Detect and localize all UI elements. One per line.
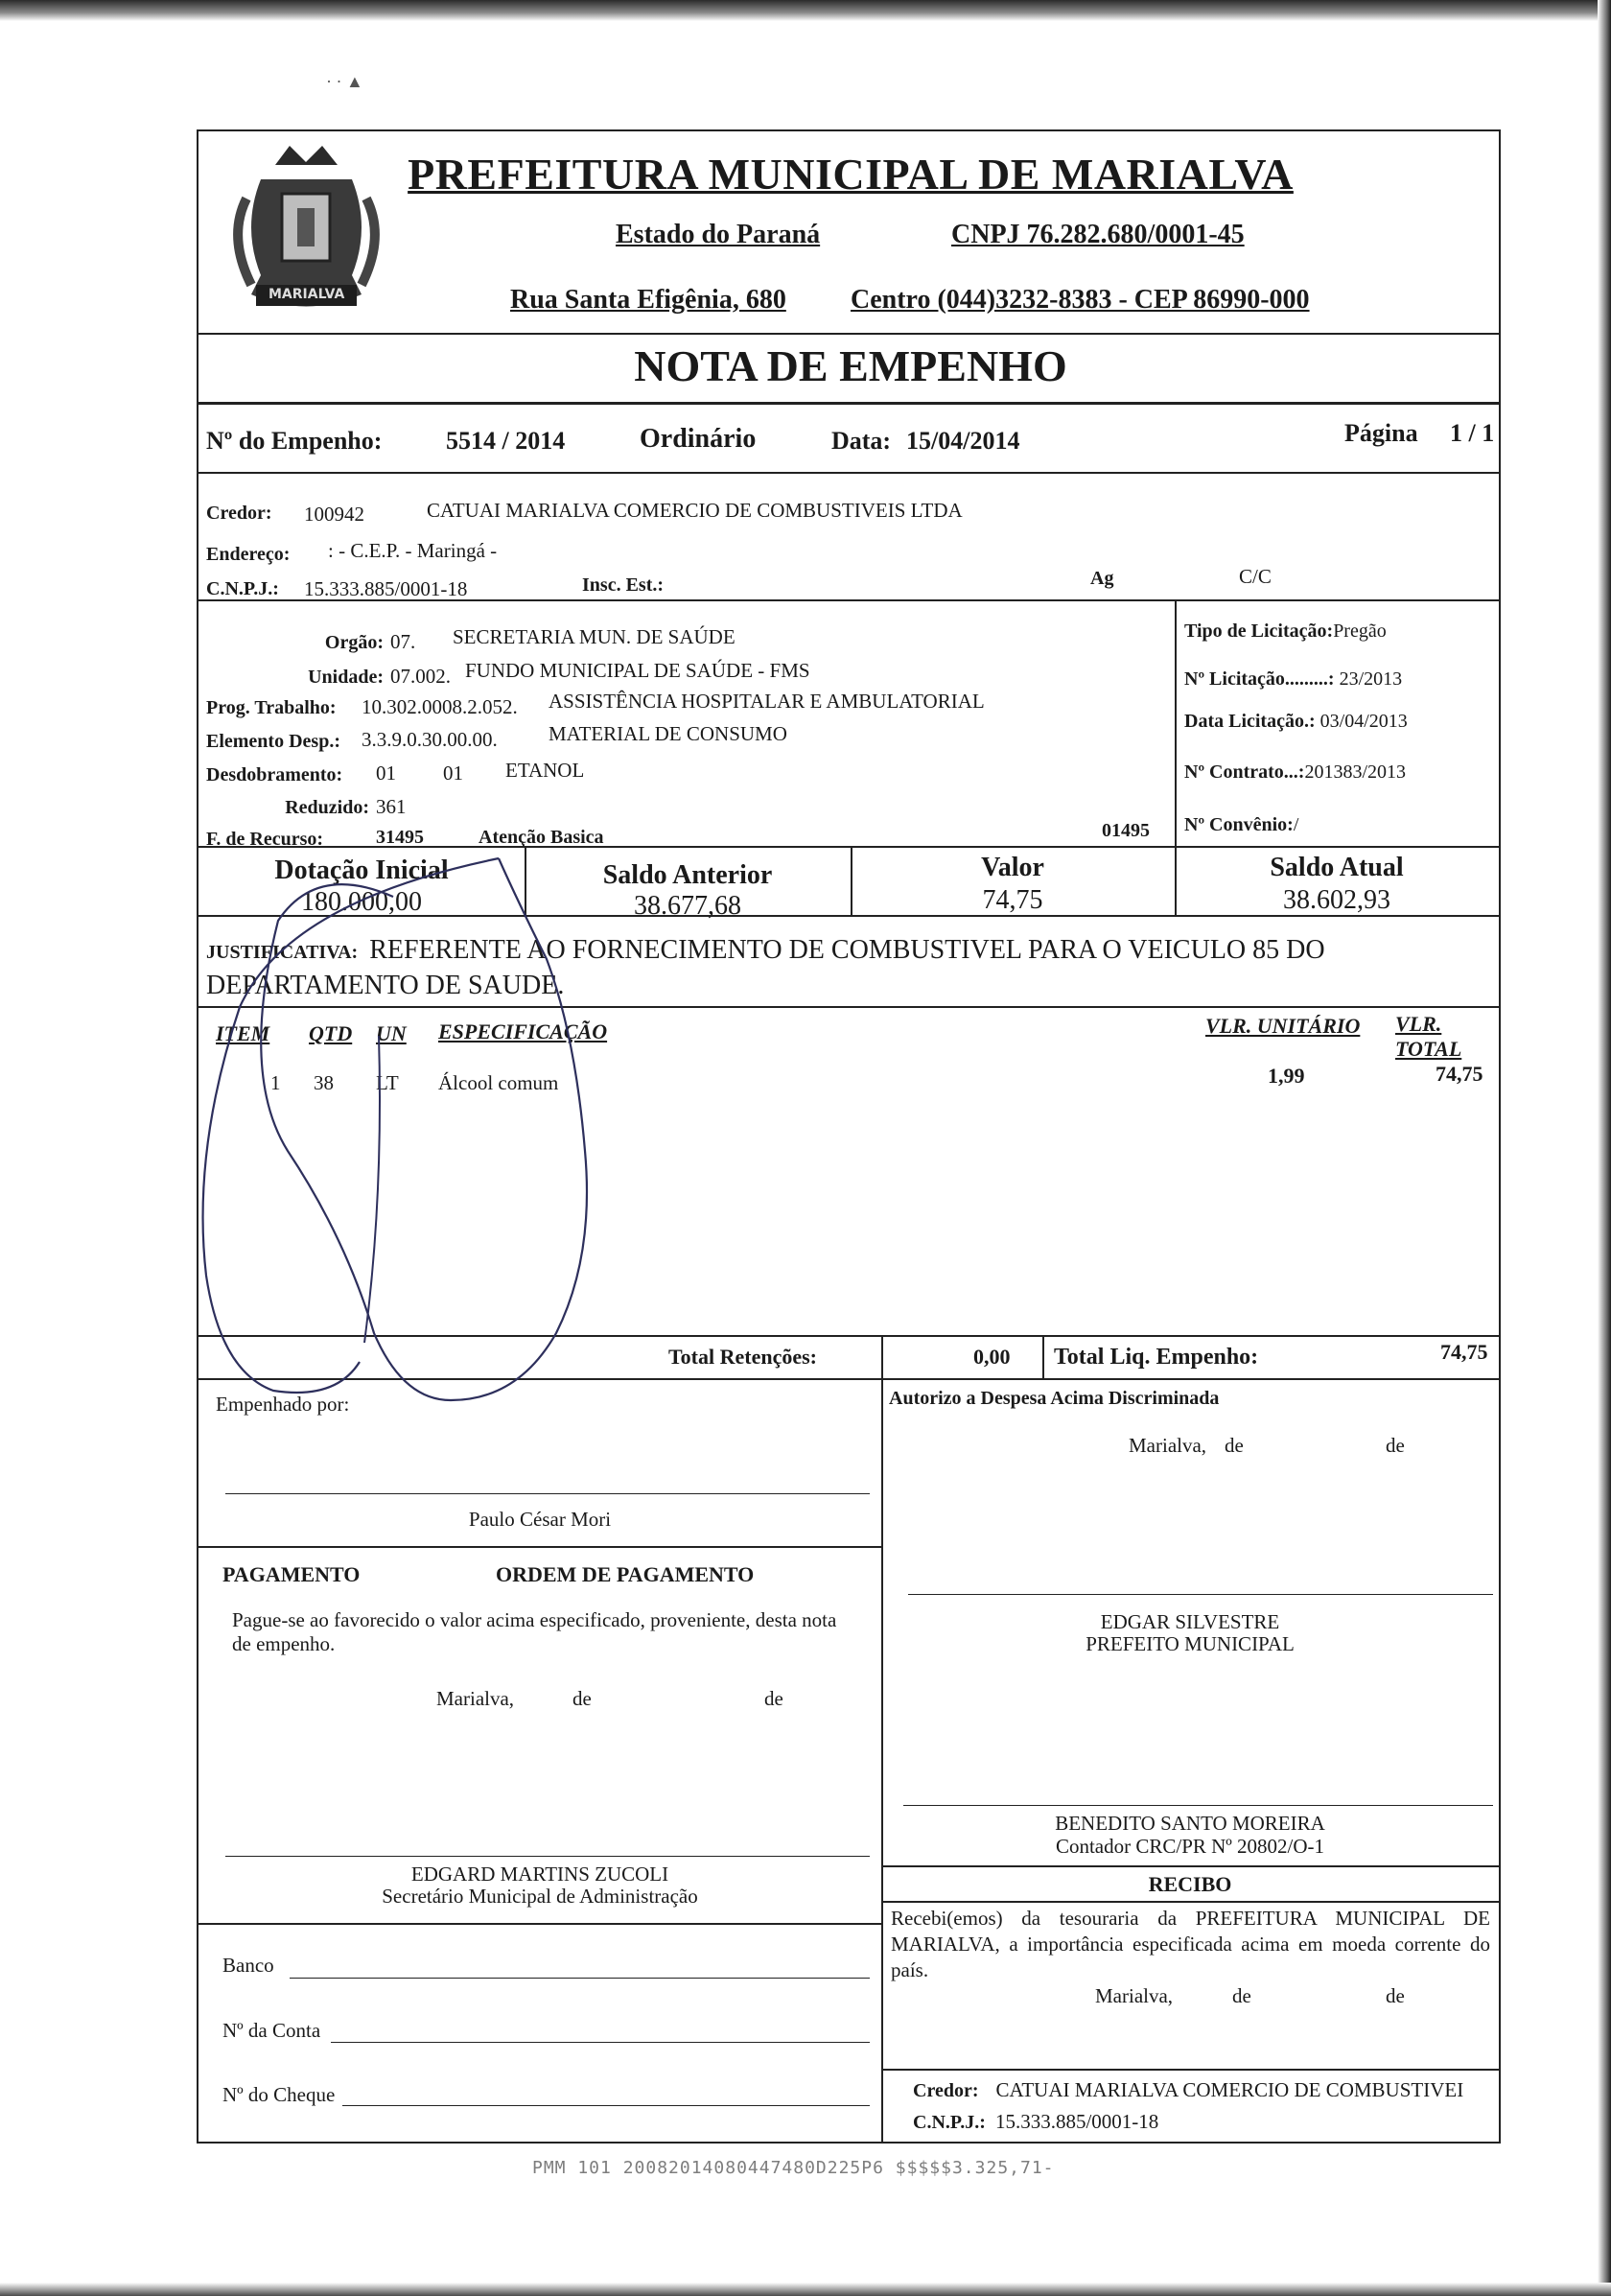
reduzido-label: Reduzido: [285,797,369,818]
prog-trabalho-label: Prog. Trabalho: [206,697,337,718]
recurso-code: 31495 [376,827,424,848]
prog-trabalho-name: ASSISTÊNCIA HOSPITALAR E AMBULATORIAL [549,690,985,713]
credor-cnpj: 15.333.885/0001-18 [304,577,468,600]
col-item: ITEM [216,1021,270,1045]
saldo-anterior-value: 38.677,68 [634,891,741,921]
document-title: NOTA DE EMPENHO [634,341,1067,390]
recibo-credor: Credor: CATUAI MARIALVA COMERCIO DE COMBUSTIVEI [913,2078,1464,2101]
recibo-text: Recebi(emos) da tesouraria da PREFEITURA MUNICIPAL DE MARIALVA, a importância especificada acima em moeda corrente do país. [891,1907,1490,1981]
page-label: Página [1344,419,1418,447]
cnpj-label: C.N.P.J.: [206,578,279,599]
secretario-role: Secretário Municipal de Administração [382,1885,698,1908]
desdobramento-name: ETANOL [505,759,585,782]
address-label: Endereço: [206,544,291,565]
recurso-name: Atenção Basica [479,827,604,848]
tipo-licitacao: Tipo de Licitação:Pregão [1184,621,1387,642]
row-vlr-unitario: 1,99 [1268,1064,1305,1088]
elemento-label: Elemento Desp.: [206,731,340,752]
orgao-name: SECRETARIA MUN. DE SAÚDE [453,625,735,648]
elemento-code: 3.3.9.0.30.00.00. [362,728,498,751]
scan-edge-bottom [0,2283,1611,2296]
prog-trabalho-code: 10.302.0008.2.052. [362,695,518,718]
dotacao-inicial-label: Dotação Inicial [274,855,449,885]
numero-contrato: Nº Contrato...:201383/2013 [1184,761,1407,783]
retencoes-label: Total Retenções: [668,1345,817,1369]
ordem-pagamento-title: ORDEM DE PAGAMENTO [496,1562,755,1586]
ag-label: Ag [1090,568,1114,589]
saldo-atual-label: Saldo Atual [1270,853,1404,882]
credor-name: CATUAI MARIALVA COMERCIO DE COMBUSTIVEIS LTDA [427,499,963,522]
cc-label: C/C [1239,565,1272,588]
unidade-name: FUNDO MUNICIPAL DE SAÚDE - FMS [465,659,810,682]
credor-label: Credor: [206,503,272,524]
recurso-label: F. de Recurso: [206,829,324,850]
empenho-number-label: Nº do Empenho: [206,427,383,455]
state-name: Estado do Paraná [616,220,821,249]
retencoes-value: 0,00 [973,1345,1011,1369]
data-licitacao: Data Licitação.: 03/04/2013 [1184,711,1408,732]
recurso-right-code: 01495 [1102,820,1150,841]
elemento-name: MATERIAL DE CONSUMO [549,722,787,745]
empenho-date: 15/04/2014 [906,427,1020,455]
col-vlr-total: VLR. TOTAL [1395,1012,1462,1061]
recibo-title: RECIBO [1148,1872,1232,1896]
pagamento-city: Marialva, [436,1687,515,1710]
row-qtd: 38 [314,1071,334,1094]
recibo-cnpj: C.N.P.J.: 15.333.885/0001-18 [913,2110,1159,2133]
row-item: 1 [270,1071,281,1094]
autorizo-de1: de [1225,1434,1244,1457]
credor-address: : - C.E.P. - Maringá - [328,539,498,562]
pagamento-de2: de [764,1687,783,1710]
secretario-name: EDGARD MARTINS ZUCOLI [410,1863,669,1886]
recibo-city: Marialva, [1095,1984,1174,2007]
nota-de-empenho-document [197,129,1501,2144]
recibo-de2: de [1386,1984,1405,2007]
seal-text: MARIALVA [268,287,345,302]
credor-code: 100942 [304,503,364,526]
contador-role: Contador CRC/PR Nº 20802/O-1 [1055,1835,1325,1858]
pagamento-text: Pague-se ao favorecido o valor acima especificado, proveniente, desta nota de empenho. [232,1608,837,1655]
liq-empenho-value: 74,75 [1440,1340,1488,1364]
empenhado-por-label: Empenhado por: [216,1393,350,1416]
row-especificacao: Álcool comum [438,1071,559,1094]
liq-empenho-label: Total Liq. Empenho: [1054,1345,1259,1370]
footer-code: PMM 101 20082014080447480D225P6 $$$$$3.325,71- [532,2158,1055,2178]
cnpj-header: CNPJ 76.282.680/0001-45 [951,220,1245,249]
page-title: PREFEITURA MUNICIPAL DE MARIALVA [408,150,1294,199]
orgao-code: 07. [390,630,416,653]
cheque-label: Nº do Cheque [222,2083,336,2106]
scan-edge-right [1598,0,1611,2296]
col-un: UN [376,1021,407,1045]
dotacao-inicial-value: 180.000,00 [301,887,422,917]
conta-label: Nº da Conta [222,2019,321,2042]
reduzido-value: 361 [376,795,407,818]
valor-value: 74,75 [982,885,1043,915]
district-phone-cep: Centro (044)3232-8383 - CEP 86990-000 [851,285,1310,315]
prefeito-role: PREFEITO MUNICIPAL [1086,1632,1295,1655]
unidade-code: 07.002. [390,665,451,688]
saldo-atual-value: 38.602,93 [1283,885,1390,915]
banco-label: Banco [222,1954,274,1977]
date-label: Data: [831,427,892,455]
autorizo-de2: de [1386,1434,1405,1457]
unidade-label: Unidade: [308,667,384,688]
justificativa: JUSTIFICATIVA: REFERENTE AO FORNECIMENTO DE COMBUSTIVEL PARA O VEICULO 85 DO [206,935,1325,965]
desdobramento-a: 01 [376,761,396,785]
empenhado-signer: Paulo César Mori [468,1508,612,1531]
empenho-number: 5514 / 2014 [446,427,566,455]
pagamento-de1: de [572,1687,592,1710]
prefeito-name: EDGAR SILVESTRE [1100,1610,1280,1633]
scan-mark: · · ▲ [326,72,363,91]
desdobramento-b: 01 [443,761,463,785]
insc-est-label: Insc. Est.: [582,574,665,596]
numero-licitacao: Nº Licitação.........: 23/2013 [1184,668,1403,690]
col-especificacao: ESPECIFICAÇÃO [438,1019,608,1043]
row-un: LT [376,1071,399,1094]
autorizo-city: Marialva, [1129,1434,1207,1457]
justificativa-line2: DEPARTAMENTO DE SAUDE. [206,971,565,1000]
col-qtd: QTD [309,1021,353,1045]
page-number: 1 / 1 [1450,419,1495,447]
col-vlr-unitario: VLR. UNITÁRIO [1205,1014,1361,1038]
orgao-label: Orgão: [324,632,384,653]
row-vlr-total: 74,75 [1436,1062,1483,1086]
recibo-de1: de [1232,1984,1251,2007]
desdobramento-label: Desdobramento: [206,764,343,785]
autorizo-title: Autorizo a Despesa Acima Discriminada [889,1388,1220,1409]
scan-edge-top [0,0,1611,21]
pagamento-title: PAGAMENTO [222,1562,361,1586]
empenho-type: Ordinário [640,424,757,454]
numero-convenio: Nº Convênio:/ [1184,814,1299,835]
address-header: Rua Santa Efigênia, 680 [510,285,786,315]
valor-label: Valor [981,853,1044,882]
saldo-anterior-label: Saldo Anterior [602,860,773,890]
contador-name: BENEDITO SANTO MOREIRA [1055,1812,1325,1835]
